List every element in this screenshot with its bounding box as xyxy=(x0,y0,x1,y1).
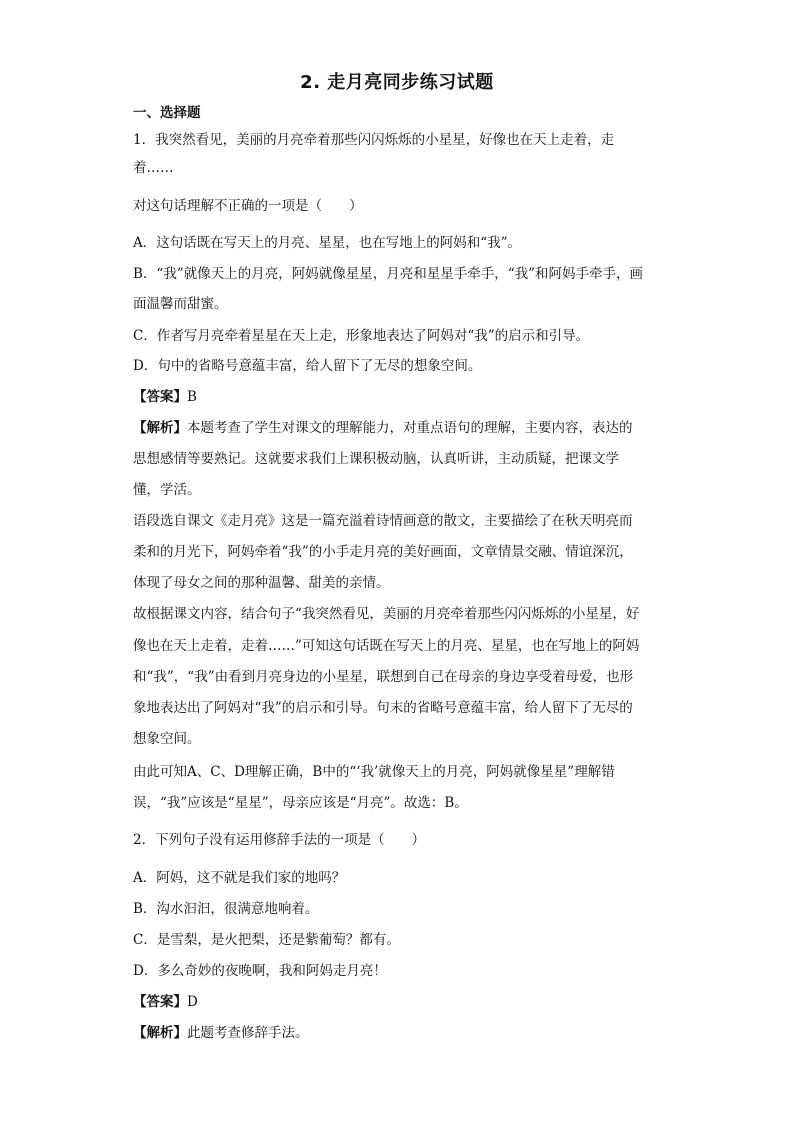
q1-analysis-label: 【解析】 xyxy=(133,420,187,436)
q1-analysis-line9: 和“我”，“我”由看到月亮身边的小星星，联想到自己在母亲的身边享受着母爱，也形 xyxy=(133,669,634,685)
q1-analysis-line8: 像也在天上走着，走着……”可知这句话既在写天上的月亮、星星，也在写地上的阿妈 xyxy=(133,638,640,654)
q1-option-b-line1: B．“我”就像天上的月亮，阿妈就像星星，月亮和星星手牵手，“我”和阿妈手牵手，画 xyxy=(133,266,644,282)
q2-option-d: D．多么奇妙的夜晚啊，我和阿妈走月亮！ xyxy=(133,963,387,979)
q2-option-c: C．是雪梨，是火把梨，还是紫葡萄？都有。 xyxy=(133,932,400,948)
q1-option-a: A．这句话既在写天上的月亮、星星，也在写地上的阿妈和“我”。 xyxy=(133,235,522,251)
q1-analysis-line12: 由此可知A、C、D理解正确，B中的“‘我’就像天上的月亮，阿妈就像星星”理解错 xyxy=(133,764,615,780)
q1-answer xyxy=(133,387,668,407)
q1-analysis-text: 本题考查了学生对课文的理解能力，对重点语句的理解，主要内容，表达的 xyxy=(187,420,633,436)
q1-option-d: D．句中的省略号意蕴丰富，给人留下了无尽的想象空间。 xyxy=(133,358,482,374)
q2-answer-label: 【答案】 xyxy=(133,994,187,1010)
q1-prompt: 对这句话理解不正确的一项是（ ） xyxy=(133,198,363,214)
q2-answer-value: D xyxy=(187,994,198,1010)
section-heading: 一、选择题 xyxy=(133,105,201,121)
q2-option-b: B．沟水汩汩，很满意地响着。 xyxy=(133,901,319,917)
q1-analysis-line1 xyxy=(133,418,668,438)
q1-analysis-line13: 误，“我”应该是“星星”，母亲应该是“月亮”。故选：B。 xyxy=(133,795,468,811)
q1-analysis-line10: 象地表达出了阿妈对“我”的启示和引导。句末的省略号意蕴丰富，给人留下了无尽的 xyxy=(133,700,633,716)
q1-option-c: C．作者写月亮牵着星星在天上走，形象地表达了阿妈对“我”的启示和引导。 xyxy=(133,328,590,344)
q1-analysis-line11: 想象空间。 xyxy=(133,731,201,747)
q2-analysis-text: 此题考查修辞手法。 xyxy=(187,1025,309,1041)
q2-analysis-line1 xyxy=(133,1023,668,1043)
q1-analysis-line5: 柔和的月光下，阿妈牵着“我”的小手走月亮的美好画面，文章情景交融、情谊深沉， xyxy=(133,544,633,560)
q2-answer xyxy=(133,992,668,1012)
q1-stem-line1: 1．我突然看见，美丽的月亮牵着那些闪闪烁烁的小星星，好像也在天上走着，走 xyxy=(133,132,615,148)
q1-option-b-line2: 面温馨而甜蜜。 xyxy=(133,296,228,312)
document-title: 2. 走月亮同步练习试题 xyxy=(300,72,494,93)
q2-stem: 2．下列句子没有运用修辞手法的一项是（ ） xyxy=(133,832,426,848)
q2-analysis-label: 【解析】 xyxy=(133,1025,187,1041)
q1-analysis-line7: 故根据课文内容，结合句子“我突然看见，美丽的月亮牵着那些闪闪烁烁的小星星，好 xyxy=(133,606,640,622)
q1-stem-line2: 着…… xyxy=(133,160,174,176)
q1-analysis-line2: 思想感情等要熟记。这就要求我们上课积极动脑，认真听讲，主动质疑，把课文学 xyxy=(133,451,619,467)
q1-answer-label: 【答案】 xyxy=(133,389,187,405)
q1-analysis-line3: 懂，学活。 xyxy=(133,482,201,498)
q1-answer-value: B xyxy=(187,389,197,405)
q1-analysis-line4: 语段选自课文《走月亮》这是一篇充溢着诗情画意的散文，主要描绘了在秋天明亮而 xyxy=(133,513,633,529)
q2-option-a: A．阿妈，这不就是我们家的地吗？ xyxy=(133,870,346,886)
q1-analysis-line6: 体现了母女之间的那种温馨、甜美的亲情。 xyxy=(133,575,390,591)
